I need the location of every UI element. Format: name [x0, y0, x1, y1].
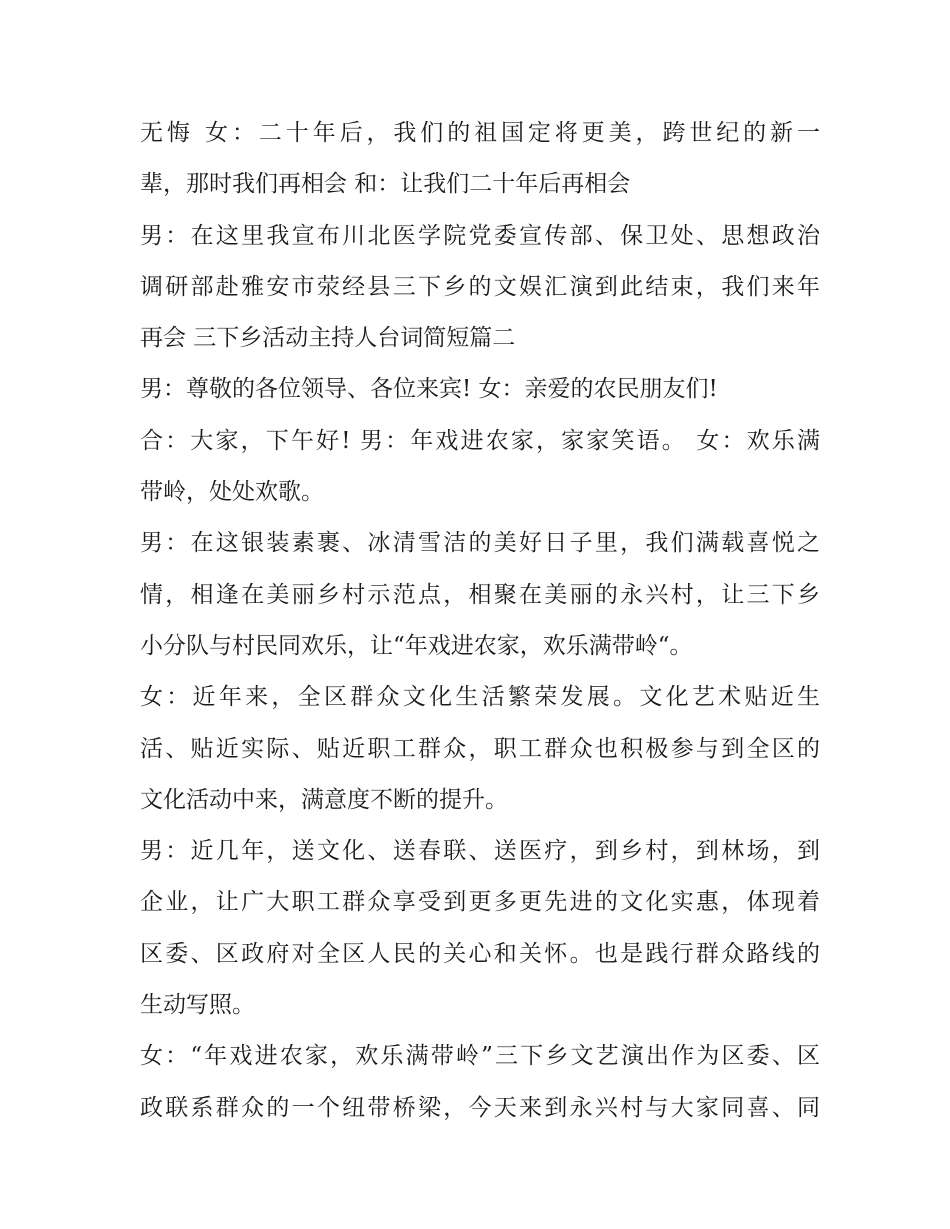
text-line: 生动写照。 — [140, 992, 255, 1019]
text-line: 男：在这里我宣布川北医学院党委宣传部、保卫处、思想政治 — [140, 222, 820, 249]
text-line: 调研部赴雅安市荥经县三下乡的文娱汇演到此结束，我们来年 — [140, 273, 820, 300]
text-line: 情，相逢在美丽乡村示范点，相聚在美丽的永兴村，让三下乡 — [140, 581, 820, 608]
text-line: 再会 三下乡活动主持人台词简短篇二 — [140, 325, 516, 352]
text-line: 合：大家，下午好! 男：年戏进农家，家家笑语。 女：欢乐满 — [140, 427, 820, 454]
text-line: 带岭，处处欢歌。 — [140, 479, 324, 506]
text-line: 政联系群众的一个纽带桥梁，今天来到永兴村与大家同喜、同 — [140, 1094, 820, 1121]
text-line: 辈，那时我们再相会 和：让我们二十年后再相会 — [140, 171, 631, 198]
text-line: 小分队与村民同欢乐，让“年戏进农家，欢乐满带岭“。 — [140, 632, 693, 659]
text-line: 男：尊敬的各位领导、各位来宾! 女：亲爱的农民朋友们! — [140, 376, 718, 403]
text-line: 文化活动中来，满意度不断的提升。 — [140, 786, 508, 813]
text-line: 区委、区政府对全区人民的关心和关怀。也是践行群众路线的 — [140, 940, 820, 967]
text-line: 活、贴近实际、贴近职工群众，职工群众也积极参与到全区的 — [140, 735, 820, 762]
text-line: 无悔 女：二十年后，我们的祖国定将更美，跨世纪的新一 — [140, 120, 820, 146]
text-line: 企业，让广大职工群众享受到更多更先进的文化实惠，体现着 — [140, 889, 820, 916]
text-line: 男：近几年，送文化、送春联、送医疗，到乡村，到林场，到 — [140, 838, 820, 865]
text-line: 女：“年戏进农家，欢乐满带岭”三下乡文艺演出作为区委、区 — [140, 1043, 820, 1070]
text-line: 女：近年来，全区群众文化生活繁荣发展。文化艺术贴近生 — [140, 684, 820, 711]
body-text — [140, 108, 820, 1134]
text-line: 男：在这银装素裹、冰清雪洁的美好日子里，我们满载喜悦之 — [140, 530, 820, 557]
